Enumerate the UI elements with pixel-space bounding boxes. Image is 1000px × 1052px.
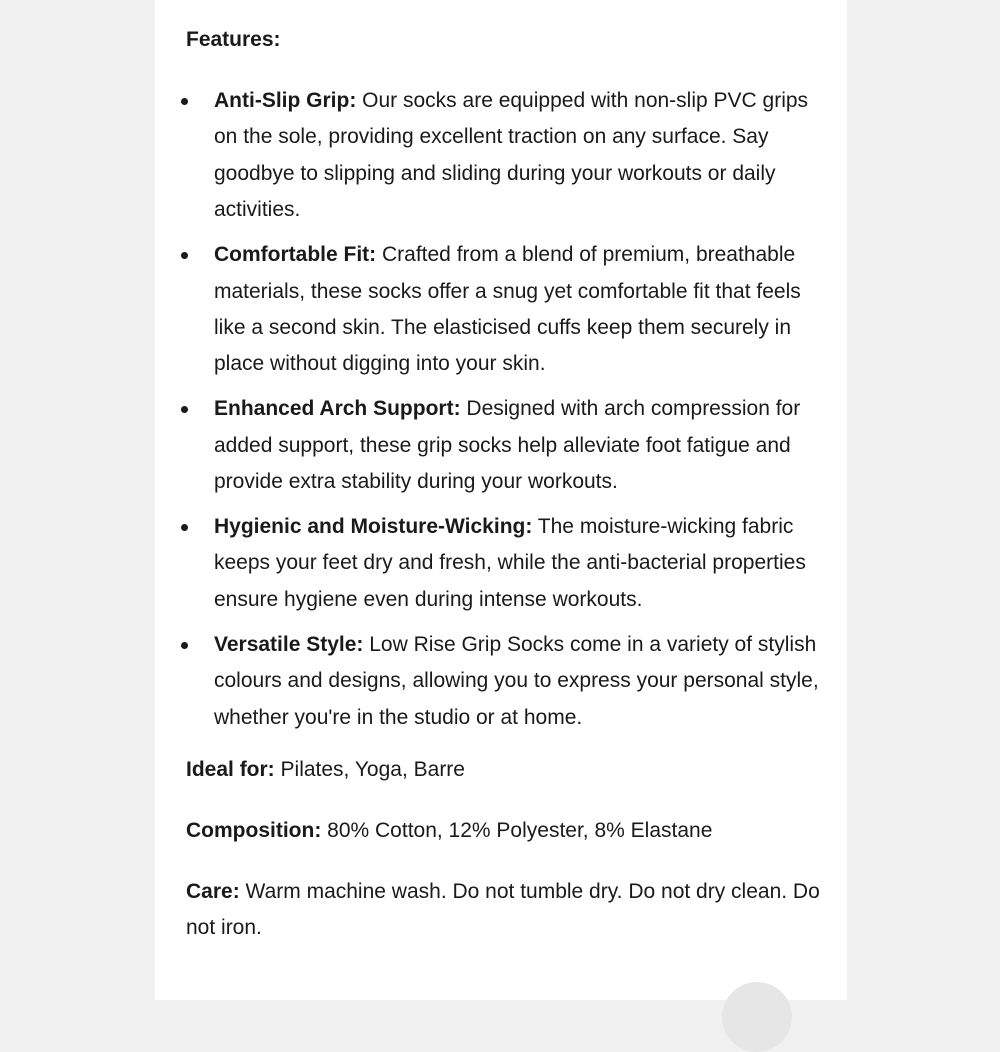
feature-text: The moisture-wicking fabric keeps your feet dry and fresh, while the anti-bacterial properties ensure hygiene even during intense workouts. — [214, 514, 806, 611]
composition-value: 80% Cotton, 12% Polyester, 8% Elastane — [321, 818, 713, 842]
care-value: Warm machine wash. Do not tumble dry. Do not dry clean. Do not iron. — [186, 879, 820, 939]
feature-text: Low Rise Grip Socks come in a variety of stylish colours and designs, allowing you to express your personal style, whether you're in the studio or at home. — [214, 632, 819, 729]
feature-title: Versatile Style: — [214, 632, 364, 656]
features-list — [186, 83, 826, 736]
bullet-icon — [181, 252, 188, 259]
features-heading: Features: — [186, 28, 281, 51]
feature-item-enhanced-arch-support — [186, 391, 826, 500]
care-line — [186, 874, 826, 946]
composition-line — [186, 813, 826, 849]
feature-text: Our socks are equipped with non-slip PVC grips on the sole, providing excellent traction on any surface. Say goodbye to slipping and sliding during your workouts or daily activities. — [214, 89, 809, 222]
feature-text: Crafted from a blend of premium, breathable materials, these socks offer a snug yet comfortable fit that feels like a second skin. The elasticised cuffs keep them securely in place without digging into your skin. — [214, 243, 801, 376]
description-content — [186, 22, 826, 946]
ideal-for-line — [186, 752, 826, 788]
scroll-button[interactable] — [722, 982, 792, 1052]
feature-title: Comfortable Fit: — [214, 243, 377, 267]
ideal-for-value: Pilates, Yoga, Barre — [274, 757, 465, 781]
feature-title: Hygienic and Moisture-Wicking: — [214, 514, 533, 538]
bullet-icon — [181, 524, 188, 531]
ideal-for-label: Ideal for: — [186, 757, 275, 781]
bullet-icon — [181, 98, 188, 105]
composition-label: Composition: — [186, 818, 322, 842]
feature-item-versatile-style — [186, 627, 826, 736]
feature-item-hygienic-moisture-wicking — [186, 509, 826, 618]
feature-item-anti-slip-grip — [186, 83, 826, 229]
bullet-icon — [181, 642, 188, 649]
product-description-panel — [155, 0, 847, 1000]
feature-title: Anti-Slip Grip: — [214, 89, 357, 112]
feature-item-comfortable-fit — [186, 237, 826, 383]
care-label: Care: — [186, 879, 240, 903]
bullet-icon — [181, 406, 188, 413]
feature-text: Designed with arch compression for added support, these grip socks help alleviate foot fatigue and provide extra stability during your workouts. — [214, 397, 801, 494]
feature-title: Enhanced Arch Support: — [214, 397, 461, 421]
